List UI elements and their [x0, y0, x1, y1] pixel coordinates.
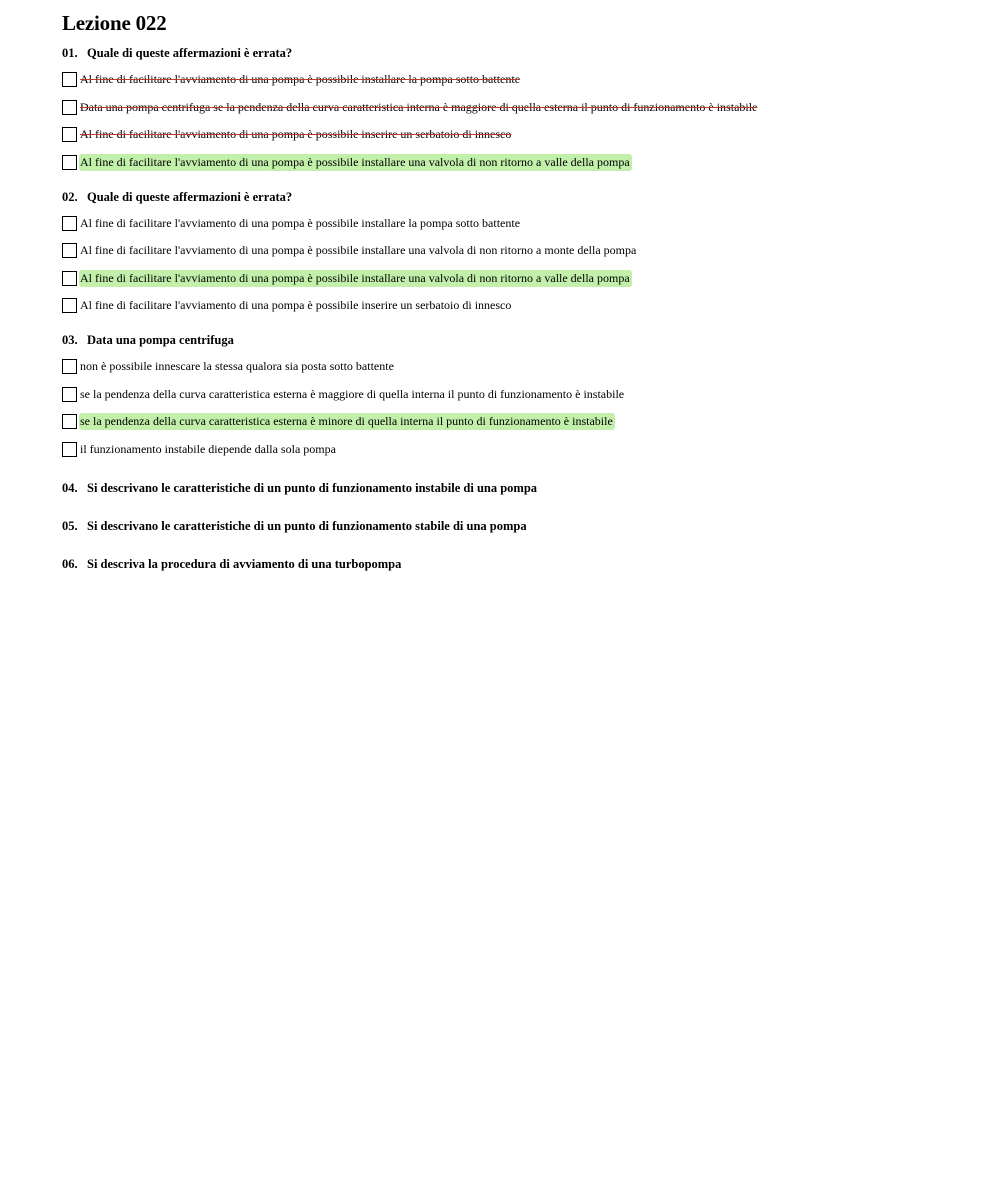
- answer-text: non è possibile innescare la stessa qualora sia posta sotto battente: [80, 359, 394, 373]
- answer-option-correct[interactable]: [62, 154, 1000, 171]
- answer-text: Al fine di facilitare l'avviamento di una pompa è possibile inserire un serbatoio di innesco: [80, 298, 512, 312]
- answer-option[interactable]: [62, 126, 1000, 143]
- question-01: [62, 45, 1000, 171]
- answer-option[interactable]: [62, 358, 1000, 375]
- answer-text: il funzionamento instabile diepende dalla sola pompa: [80, 441, 336, 456]
- answer-checkbox[interactable]: [62, 298, 77, 313]
- answer-checkbox[interactable]: [62, 414, 77, 429]
- answer-checkbox[interactable]: [62, 243, 77, 258]
- question-header: [62, 480, 1000, 496]
- question-number: 01.: [62, 46, 78, 60]
- question-text: Si descrivano le caratteristiche di un punto di funzionamento stabile di una pompa: [87, 518, 527, 533]
- answer-option-correct[interactable]: [62, 270, 1000, 287]
- question-number: 06.: [62, 556, 78, 571]
- question-text: Si descrivano le caratteristiche di un punto di funzionamento instabile di una pompa: [87, 480, 538, 495]
- question-02: [62, 189, 1000, 315]
- question-header: [62, 518, 1000, 534]
- question-number: 03.: [62, 333, 78, 347]
- answer-checkbox[interactable]: [62, 72, 77, 87]
- answer-checkbox[interactable]: [62, 155, 77, 170]
- answer-text: Data una pompa centrifuga se la pendenza della curva caratteristica interna è maggiore di quella esterna il punto di funzionamento è instabile: [80, 99, 758, 114]
- question-text: Quale di queste affermazioni è errata?: [87, 46, 293, 60]
- answer-text: Al fine di facilitare l'avviamento di una pompa è possibile installare la pompa sotto battente: [80, 215, 521, 230]
- answer-checkbox[interactable]: [62, 216, 77, 231]
- question-06: [62, 556, 1000, 572]
- answer-option[interactable]: [62, 386, 1000, 403]
- question-03: [62, 332, 1000, 458]
- answer-text-highlighted: Al fine di facilitare l'avviamento di una pompa è possibile installare una valvola di non ritorno a valle della pompa: [80, 270, 630, 285]
- answer-text: Al fine di facilitare l'avviamento di una pompa è possibile inserire un serbatoio di innesco: [80, 127, 512, 141]
- answer-option-correct[interactable]: [62, 413, 1000, 430]
- answer-checkbox[interactable]: [62, 359, 77, 374]
- answer-checkbox[interactable]: [62, 387, 77, 402]
- question-text: Si descriva la procedura di avviamento di una turbopompa: [87, 556, 402, 571]
- answer-option[interactable]: [62, 297, 1000, 314]
- question-05: [62, 518, 1000, 534]
- answer-text: Al fine di facilitare l'avviamento di una pompa è possibile installare una valvola di non ritorno a monte della pompa: [80, 243, 637, 257]
- answer-option[interactable]: [62, 242, 1000, 259]
- question-header: [62, 45, 1000, 61]
- answer-option[interactable]: [62, 441, 1000, 458]
- question-number: 05.: [62, 518, 78, 533]
- question-header: [62, 556, 1000, 572]
- page-title: Lezione 022: [62, 11, 167, 35]
- question-text: Data una pompa centrifuga: [87, 333, 234, 347]
- answer-text: Al fine di facilitare l'avviamento di una pompa è possibile installare la pompa sotto battente: [80, 72, 521, 86]
- answer-checkbox[interactable]: [62, 127, 77, 142]
- answer-checkbox[interactable]: [62, 271, 77, 286]
- answer-text-highlighted: se la pendenza della curva caratteristica esterna è minore di quella interna il punto di funzionamento è instabile: [80, 414, 613, 428]
- question-text: Quale di queste affermazioni è errata?: [87, 189, 293, 204]
- answer-checkbox[interactable]: [62, 100, 77, 115]
- answer-text: se la pendenza della curva caratteristica esterna è maggiore di quella interna il punto di funzionamento è instabile: [80, 386, 625, 401]
- answer-option[interactable]: [62, 71, 1000, 88]
- question-04: [62, 480, 1000, 496]
- question-header: [62, 332, 1000, 348]
- document-page: [0, 0, 1000, 572]
- answer-option[interactable]: [62, 99, 1000, 116]
- question-header: [62, 189, 1000, 205]
- answer-checkbox[interactable]: [62, 442, 77, 457]
- answer-option[interactable]: [62, 215, 1000, 232]
- answer-text-highlighted: Al fine di facilitare l'avviamento di una pompa è possibile installare una valvola di non ritorno a valle della pompa: [80, 154, 630, 169]
- question-number: 04.: [62, 480, 78, 495]
- question-number: 02.: [62, 189, 78, 204]
